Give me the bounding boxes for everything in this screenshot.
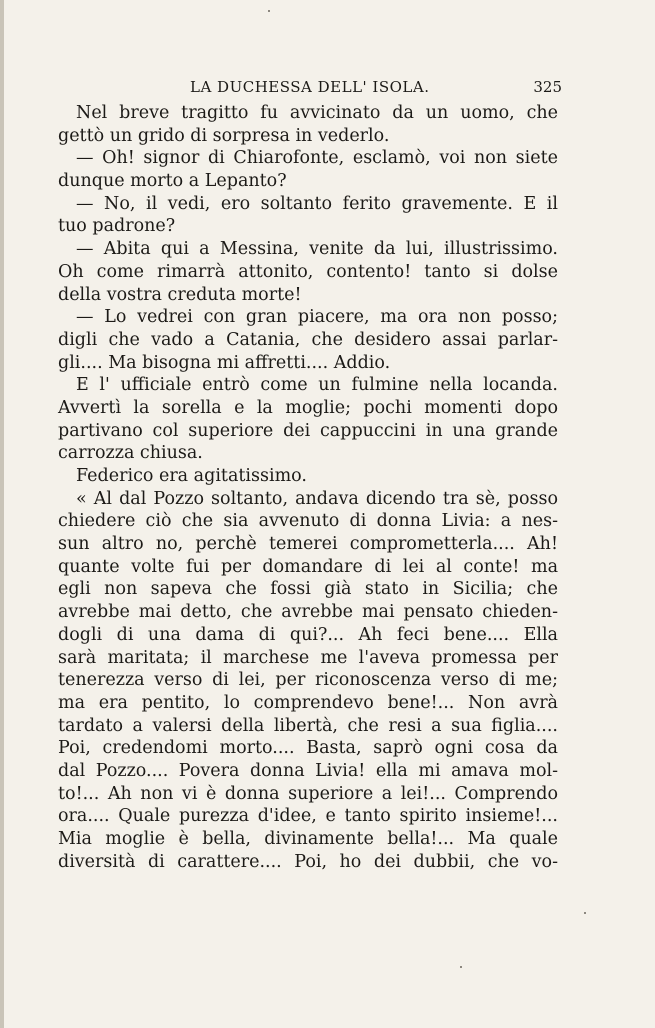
paper-speck (460, 966, 462, 968)
text-line: sarà maritata; il marchese me l'aveva promessa per (58, 647, 558, 668)
text-line: chiedere ciò che sia avvenuto di donna Livia: a nes- (58, 511, 558, 532)
text-line: tardato a valersi della libertà, che resi a sua figlia.... (58, 715, 558, 736)
text-line: dunque morto a Lepanto? (58, 171, 287, 192)
text-line: della vostra creduta morte! (58, 284, 302, 305)
text-line: gettò un grido di sorpresa in vederlo. (58, 125, 390, 146)
text-line: tuo padrone? (58, 216, 176, 237)
paper-speck (584, 912, 586, 914)
running-title: LA DUCHESSA DELL' ISOLA. (190, 78, 430, 96)
text-line: « Al dal Pozzo soltanto, andava dicendo tra sè, posso (76, 488, 558, 509)
page-number: 325 (533, 78, 562, 96)
text-line: ma era pentito, lo comprendevo bene!... Non avrà (58, 692, 558, 713)
text-line: E l' ufficiale entrò come un fulmine nella locanda. (76, 375, 558, 396)
page-edge-shadow (0, 0, 4, 1028)
text-line: Mia moglie è bella, divinamente bella!... Ma quale (58, 829, 558, 849)
text-line: to!... Ah non vi è donna superiore a lei!... Comprendo (58, 783, 558, 804)
text-line: dal Pozzo.... Povera donna Livia! ella mi amava mol- (58, 760, 558, 781)
text-line: — Lo vedrei con gran piacere, ma ora non posso; (76, 307, 558, 328)
text-line: carrozza chiusa. (58, 443, 203, 464)
text-line: ora.... Quale purezza d'idee, e tanto spirito insieme!... (58, 806, 558, 827)
text-line: dogli di una dama di qui?... Ah feci bene.... Ella (58, 624, 558, 645)
text-line: — Oh! signor di Chiarofonte, esclamò, voi non siete (76, 148, 558, 169)
text-line: avrebbe mai detto, che avrebbe mai pensato chieden- (58, 602, 558, 623)
text-line: sun altro no, perchè temerei comprometterla.... Ah! (58, 534, 558, 555)
text-line: Avvertì la sorella e la moglie; pochi momenti dopo (58, 397, 558, 418)
text-line: quante volte fui per domandare di lei al conte! ma (58, 556, 558, 577)
text-line: Poi, credendomi morto.... Basta, saprò ogni cosa da (58, 738, 558, 759)
paper-speck (268, 10, 270, 12)
text-line: digli che vado a Catania, che desidero assai parlar- (58, 329, 558, 350)
text-line: partivano col superiore dei cappuccini in una grande (58, 420, 558, 441)
text-line: egli non sapeva che fossi già stato in Sicilia; che (58, 579, 558, 600)
text-line: Federico era agitatissimo. (76, 466, 307, 486)
running-header (150, 78, 570, 102)
text-line: Oh come rimarrà attonito, contento! tanto si dolse (58, 261, 558, 282)
text-line: diversità di carattere.... Poi, ho dei dubbii, che vo- (58, 851, 558, 872)
body-text (58, 102, 558, 873)
text-line: tenerezza verso di lei, per riconoscenza verso di me; (58, 670, 558, 691)
text-line: — No, il vedi, ero soltanto ferito gravemente. E il (76, 193, 558, 214)
text-line: — Abita qui a Messina, venite da lui, illustrissimo. (76, 239, 558, 260)
text-line: Nel breve tragitto fu avvicinato da un uomo, che (76, 103, 558, 123)
text-line: gli.... Ma bisogna mi affretti.... Addio. (58, 352, 391, 373)
